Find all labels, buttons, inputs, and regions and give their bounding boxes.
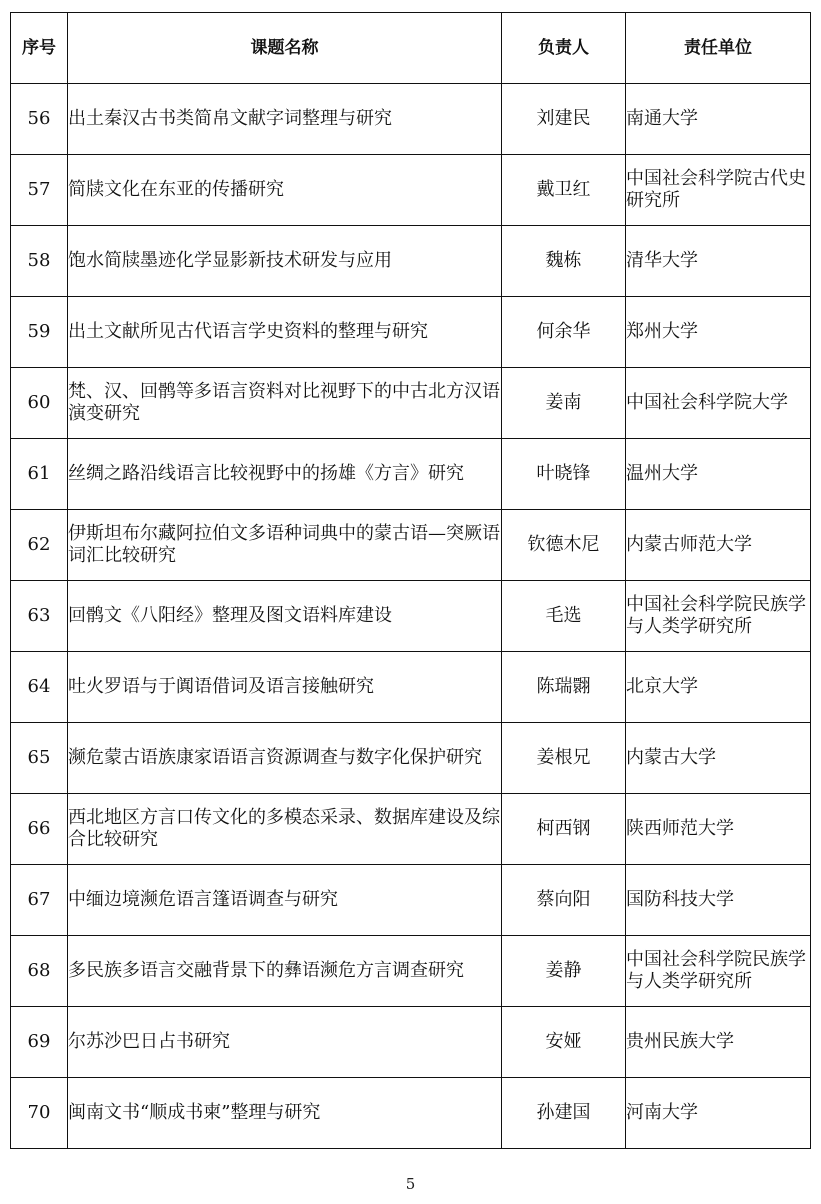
table-row [11,510,811,581]
row-number: 70 [11,1078,68,1149]
row-number: 56 [11,84,68,155]
responsible-unit: 清华大学 [626,226,811,297]
page-number: 5 [405,1175,416,1193]
responsible-unit: 贵州民族大学 [626,1007,811,1078]
responsible-unit: 国防科技大学 [626,865,811,936]
responsible-unit: 河南大学 [626,1078,811,1149]
responsible-unit: 中国社会科学院古代史研究所 [626,155,811,226]
project-leader: 蔡向阳 [502,865,626,936]
row-number: 58 [11,226,68,297]
project-table [10,12,811,1149]
project-leader: 魏栋 [502,226,626,297]
row-number: 62 [11,510,68,581]
table-row [11,581,811,652]
project-title: 回鹘文《八阳经》整理及图文语料库建设 [68,581,502,652]
table-row [11,652,811,723]
responsible-unit: 中国社会科学院民族学与人类学研究所 [626,581,811,652]
table-row [11,1078,811,1149]
row-number: 68 [11,936,68,1007]
project-title: 饱水简牍墨迹化学显影新技术研发与应用 [68,226,502,297]
project-leader: 孙建国 [502,1078,626,1149]
table-row [11,865,811,936]
row-number: 59 [11,297,68,368]
row-number: 61 [11,439,68,510]
project-title: 出土文献所见古代语言学史资料的整理与研究 [68,297,502,368]
row-number: 67 [11,865,68,936]
project-leader: 戴卫红 [502,155,626,226]
table-row [11,723,811,794]
project-title: 简牍文化在东亚的传播研究 [68,155,502,226]
responsible-unit: 温州大学 [626,439,811,510]
project-leader: 姜静 [502,936,626,1007]
project-leader: 姜根兄 [502,723,626,794]
project-title: 中缅边境濒危语言篷语调查与研究 [68,865,502,936]
project-leader: 柯西钢 [502,794,626,865]
row-number: 60 [11,368,68,439]
table-row [11,155,811,226]
responsible-unit: 中国社会科学院大学 [626,368,811,439]
table-header [11,13,811,84]
table-row [11,794,811,865]
table-row [11,84,811,155]
project-title: 多民族多语言交融背景下的彝语濒危方言调查研究 [68,936,502,1007]
header-no: 序号 [11,13,68,84]
project-leader: 钦德木尼 [502,510,626,581]
project-leader: 刘建民 [502,84,626,155]
table-row [11,936,811,1007]
project-title: 丝绸之路沿线语言比较视野中的扬雄《方言》研究 [68,439,502,510]
header-row [11,13,811,84]
row-number: 57 [11,155,68,226]
table-row [11,1007,811,1078]
project-title: 梵、汉、回鹘等多语言资料对比视野下的中古北方汉语演变研究 [68,368,502,439]
row-number: 69 [11,1007,68,1078]
row-number: 65 [11,723,68,794]
project-leader: 何余华 [502,297,626,368]
project-leader: 安娅 [502,1007,626,1078]
table-row [11,297,811,368]
row-number: 66 [11,794,68,865]
responsible-unit: 北京大学 [626,652,811,723]
project-title: 闽南文书“顺成书柬”整理与研究 [68,1078,502,1149]
responsible-unit: 中国社会科学院民族学与人类学研究所 [626,936,811,1007]
project-title: 伊斯坦布尔藏阿拉伯文多语种词典中的蒙古语—突厥语词汇比较研究 [68,510,502,581]
row-number: 64 [11,652,68,723]
project-title: 濒危蒙古语族康家语语言资源调查与数字化保护研究 [68,723,502,794]
project-leader: 叶晓锋 [502,439,626,510]
table-row [11,439,811,510]
table-row [11,368,811,439]
header-title: 课题名称 [68,13,502,84]
project-title: 尔苏沙巴日占书研究 [68,1007,502,1078]
responsible-unit: 南通大学 [626,84,811,155]
project-leader: 陈瑞翾 [502,652,626,723]
project-title: 吐火罗语与于阗语借词及语言接触研究 [68,652,502,723]
responsible-unit: 郑州大学 [626,297,811,368]
header-unit: 责任单位 [626,13,811,84]
project-leader: 毛选 [502,581,626,652]
project-title: 出土秦汉古书类简帛文献字词整理与研究 [68,84,502,155]
project-title: 西北地区方言口传文化的多模态采录、数据库建设及综合比较研究 [68,794,502,865]
header-leader: 负责人 [502,13,626,84]
table-row [11,226,811,297]
project-leader: 姜南 [502,368,626,439]
row-number: 63 [11,581,68,652]
table-body [11,84,811,1149]
responsible-unit: 内蒙古大学 [626,723,811,794]
responsible-unit: 陕西师范大学 [626,794,811,865]
responsible-unit: 内蒙古师范大学 [626,510,811,581]
